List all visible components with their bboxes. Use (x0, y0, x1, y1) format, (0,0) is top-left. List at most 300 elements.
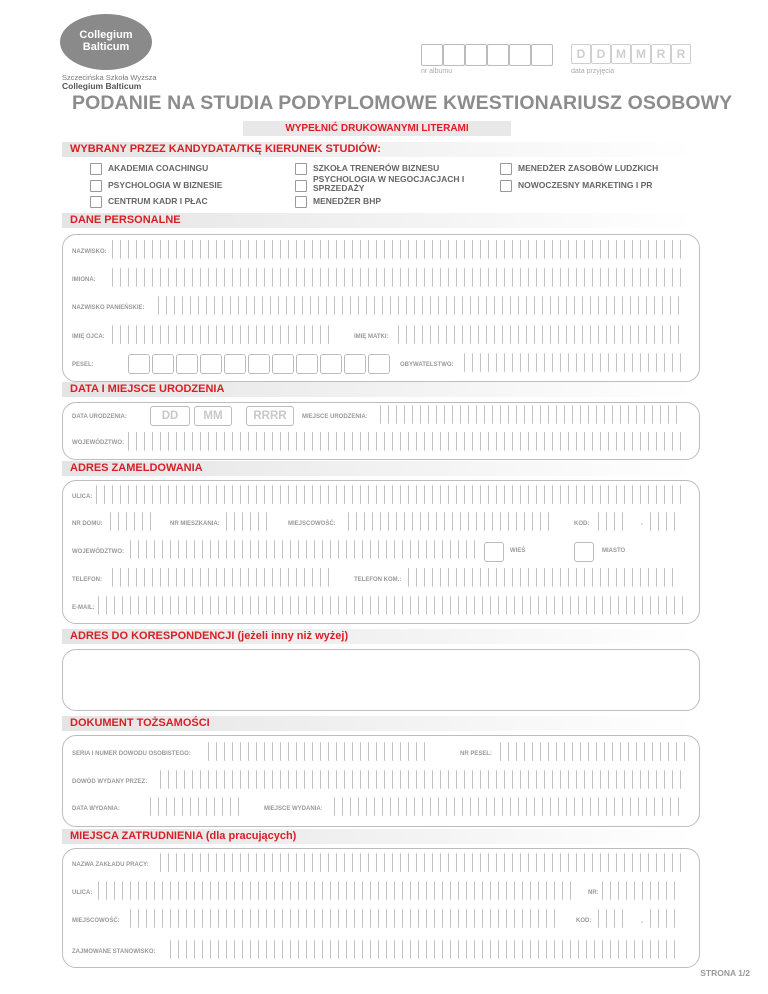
letter-cell[interactable] (366, 797, 375, 816)
letter-cell[interactable] (640, 268, 649, 287)
surname-cells[interactable] (112, 240, 688, 260)
letter-cell[interactable] (608, 770, 617, 789)
letter-cell[interactable] (508, 512, 517, 531)
letter-cell[interactable] (288, 268, 297, 287)
letter-cell[interactable] (574, 797, 583, 816)
letter-cell[interactable] (370, 909, 379, 928)
letter-cell[interactable] (202, 940, 211, 959)
letter-cell[interactable] (576, 240, 585, 259)
letter-cell[interactable] (530, 881, 539, 900)
letter-cell[interactable] (530, 909, 539, 928)
album-box[interactable] (443, 44, 465, 66)
letter-cell[interactable] (474, 940, 483, 959)
letter-cell[interactable] (476, 512, 485, 531)
letter-cell[interactable] (544, 853, 553, 872)
letter-cell[interactable] (354, 881, 363, 900)
letter-cell[interactable] (242, 881, 251, 900)
letter-cell[interactable] (128, 240, 137, 259)
checkbox-centrum-kadr[interactable] (90, 196, 102, 208)
letter-cell[interactable] (398, 325, 407, 344)
letter-cell[interactable] (258, 596, 267, 615)
letter-cell[interactable] (256, 485, 265, 504)
letter-cell[interactable] (408, 568, 417, 587)
letter-cell[interactable] (560, 353, 569, 372)
letter-cell[interactable] (384, 432, 393, 451)
letter-cell[interactable] (526, 296, 535, 315)
letter-cell[interactable] (498, 909, 507, 928)
letter-cell[interactable] (650, 512, 659, 531)
village-checkbox[interactable] (484, 542, 504, 562)
letter-cell[interactable] (208, 325, 217, 344)
letter-cell[interactable] (370, 596, 379, 615)
letter-cell[interactable] (242, 596, 251, 615)
letter-cell[interactable] (160, 325, 169, 344)
letter-cell[interactable] (608, 268, 617, 287)
letter-cell[interactable] (368, 853, 377, 872)
letter-cell[interactable] (508, 405, 517, 424)
letter-cell[interactable] (288, 853, 297, 872)
letter-cell[interactable] (304, 568, 313, 587)
letter-cell[interactable] (320, 240, 329, 259)
letter-cell[interactable] (178, 596, 187, 615)
album-box[interactable] (421, 44, 443, 66)
letter-cell[interactable] (176, 268, 185, 287)
letter-cell[interactable] (240, 268, 249, 287)
letter-cell[interactable] (352, 853, 361, 872)
letter-cell[interactable] (226, 540, 235, 559)
date-box[interactable]: R (651, 44, 671, 64)
letter-cell[interactable] (368, 770, 377, 789)
letter-cell[interactable] (624, 770, 633, 789)
letter-cell[interactable] (424, 568, 433, 587)
letter-cell[interactable] (430, 797, 439, 816)
letter-cell[interactable] (224, 485, 233, 504)
father-cells[interactable] (112, 325, 340, 345)
letter-cell[interactable] (672, 240, 681, 259)
letter-cell[interactable] (546, 909, 555, 928)
letter-cell[interactable] (112, 568, 121, 587)
letter-cell[interactable] (240, 568, 249, 587)
letter-cell[interactable] (604, 405, 613, 424)
letter-cell[interactable] (396, 405, 405, 424)
letter-cell[interactable] (526, 797, 535, 816)
letter-cell[interactable] (384, 268, 393, 287)
emp-position-cells[interactable] (170, 940, 688, 960)
letter-cell[interactable] (666, 940, 675, 959)
letter-cell[interactable] (562, 596, 571, 615)
letter-cell[interactable] (254, 296, 263, 315)
letter-cell[interactable] (288, 485, 297, 504)
letter-cell[interactable] (160, 240, 169, 259)
letter-cell[interactable] (592, 770, 601, 789)
letter-cell[interactable] (410, 940, 419, 959)
letter-cell[interactable] (432, 485, 441, 504)
letter-cell[interactable] (636, 405, 645, 424)
letter-cell[interactable] (290, 881, 299, 900)
letter-cell[interactable] (402, 881, 411, 900)
letter-cell[interactable] (386, 540, 395, 559)
correspondence-textarea[interactable] (62, 649, 700, 711)
reg-province-cells[interactable] (130, 540, 476, 560)
checkbox-nowoczesny-marketing[interactable] (500, 180, 512, 192)
id-place-cells[interactable] (334, 797, 688, 817)
letter-cell[interactable] (622, 325, 631, 344)
letter-cell[interactable] (466, 881, 475, 900)
letter-cell[interactable] (112, 325, 121, 344)
letter-cell[interactable] (336, 853, 345, 872)
letter-cell[interactable] (130, 881, 139, 900)
letter-cell[interactable] (384, 853, 393, 872)
letter-cell[interactable] (546, 881, 555, 900)
letter-cell[interactable] (368, 268, 377, 287)
letter-cell[interactable] (608, 353, 617, 372)
letter-cell[interactable] (416, 742, 425, 761)
letter-cell[interactable] (192, 325, 201, 344)
letter-cell[interactable] (500, 742, 509, 761)
letter-cell[interactable] (608, 485, 617, 504)
letter-cell[interactable] (462, 296, 471, 315)
letter-cell[interactable] (398, 797, 407, 816)
letter-cell[interactable] (674, 596, 683, 615)
pesel-box[interactable] (344, 354, 366, 374)
letter-cell[interactable] (656, 432, 665, 451)
letter-cell[interactable] (558, 296, 567, 315)
letter-cell[interactable] (432, 268, 441, 287)
checkbox-akademia-coachingu[interactable] (90, 163, 102, 175)
letter-cell[interactable] (320, 568, 329, 587)
letter-cell[interactable] (672, 432, 681, 451)
letter-cell[interactable] (336, 485, 345, 504)
letter-cell[interactable] (206, 296, 215, 315)
letter-cell[interactable] (272, 325, 281, 344)
letter-cell[interactable] (576, 268, 585, 287)
letter-cell[interactable] (462, 797, 471, 816)
letter-cell[interactable] (498, 881, 507, 900)
letter-cell[interactable] (576, 853, 585, 872)
letter-cell[interactable] (304, 853, 313, 872)
letter-cell[interactable] (512, 240, 521, 259)
letter-cell[interactable] (640, 353, 649, 372)
letter-cell[interactable] (98, 596, 107, 615)
letter-cell[interactable] (384, 770, 393, 789)
letter-cell[interactable] (128, 568, 137, 587)
letter-cell[interactable] (592, 853, 601, 872)
letter-cell[interactable] (666, 512, 675, 531)
letter-cell[interactable] (624, 485, 633, 504)
letter-cell[interactable] (274, 540, 283, 559)
letter-cell[interactable] (590, 325, 599, 344)
letter-cell[interactable] (440, 568, 449, 587)
letter-cell[interactable] (656, 353, 665, 372)
letter-cell[interactable] (320, 432, 329, 451)
letter-cell[interactable] (400, 853, 409, 872)
letter-cell[interactable] (142, 512, 151, 531)
letter-cell[interactable] (150, 797, 159, 816)
letter-cell[interactable] (178, 540, 187, 559)
letter-cell[interactable] (602, 940, 611, 959)
letter-cell[interactable] (256, 268, 265, 287)
letter-cell[interactable] (224, 742, 233, 761)
letter-cell[interactable] (334, 296, 343, 315)
letter-cell[interactable] (658, 596, 667, 615)
letter-cell[interactable] (240, 325, 249, 344)
letter-cell[interactable] (208, 742, 217, 761)
letter-cell[interactable] (560, 485, 569, 504)
letter-cell[interactable] (194, 881, 203, 900)
letter-cell[interactable] (560, 853, 569, 872)
letter-cell[interactable] (304, 240, 313, 259)
letter-cell[interactable] (238, 296, 247, 315)
letter-cell[interactable] (514, 881, 523, 900)
letter-cell[interactable] (544, 353, 553, 372)
letter-cell[interactable] (234, 940, 243, 959)
letter-cell[interactable] (628, 742, 637, 761)
letter-cell[interactable] (368, 742, 377, 761)
letter-cell[interactable] (632, 568, 641, 587)
letter-cell[interactable] (256, 240, 265, 259)
letter-cell[interactable] (418, 540, 427, 559)
letter-cell[interactable] (192, 853, 201, 872)
letter-cell[interactable] (224, 432, 233, 451)
letter-cell[interactable] (352, 240, 361, 259)
letter-cell[interactable] (656, 485, 665, 504)
letter-cell[interactable] (446, 296, 455, 315)
letter-cell[interactable] (466, 909, 475, 928)
letter-cell[interactable] (576, 353, 585, 372)
letter-cell[interactable] (540, 405, 549, 424)
letter-cell[interactable] (290, 596, 299, 615)
letter-cell[interactable] (464, 485, 473, 504)
letter-cell[interactable] (512, 432, 521, 451)
letter-cell[interactable] (490, 940, 499, 959)
letter-cell[interactable] (618, 881, 627, 900)
id-series-cells[interactable] (208, 742, 430, 762)
album-box[interactable] (487, 44, 509, 66)
letter-cell[interactable] (450, 881, 459, 900)
letter-cell[interactable] (512, 853, 521, 872)
letter-cell[interactable] (528, 853, 537, 872)
letter-cell[interactable] (402, 596, 411, 615)
letter-cell[interactable] (330, 940, 339, 959)
letter-cell[interactable] (666, 909, 675, 928)
letter-cell[interactable] (290, 540, 299, 559)
letter-cell[interactable] (596, 742, 605, 761)
letter-cell[interactable] (304, 770, 313, 789)
letter-cell[interactable] (320, 485, 329, 504)
id-date-cells[interactable] (150, 797, 250, 817)
letter-cell[interactable] (112, 268, 121, 287)
letter-cell[interactable] (384, 742, 393, 761)
letter-cell[interactable] (282, 940, 291, 959)
letter-cell[interactable] (146, 909, 155, 928)
letter-cell[interactable] (336, 268, 345, 287)
letter-cell[interactable] (210, 596, 219, 615)
letter-cell[interactable] (256, 742, 265, 761)
letter-cell[interactable] (338, 881, 347, 900)
letter-cell[interactable] (448, 240, 457, 259)
letter-cell[interactable] (208, 240, 217, 259)
letter-cell[interactable] (160, 568, 169, 587)
letter-cell[interactable] (250, 940, 259, 959)
letter-cell[interactable] (482, 596, 491, 615)
names-cells[interactable] (112, 268, 688, 288)
letter-cell[interactable] (186, 940, 195, 959)
letter-cell[interactable] (288, 568, 297, 587)
letter-cell[interactable] (368, 240, 377, 259)
letter-cell[interactable] (590, 296, 599, 315)
letter-cell[interactable] (400, 240, 409, 259)
letter-cell[interactable] (304, 268, 313, 287)
letter-cell[interactable] (624, 240, 633, 259)
letter-cell[interactable] (572, 405, 581, 424)
letter-cell[interactable] (176, 325, 185, 344)
letter-cell[interactable] (656, 240, 665, 259)
letter-cell[interactable] (442, 940, 451, 959)
letter-cell[interactable] (336, 742, 345, 761)
letter-cell[interactable] (558, 797, 567, 816)
letter-cell[interactable] (608, 432, 617, 451)
letter-cell[interactable] (176, 853, 185, 872)
letter-cell[interactable] (530, 596, 539, 615)
letter-cell[interactable] (496, 432, 505, 451)
letter-cell[interactable] (130, 596, 139, 615)
letter-cell[interactable] (354, 909, 363, 928)
letter-cell[interactable] (412, 512, 421, 531)
letter-cell[interactable] (224, 853, 233, 872)
pesel-box[interactable] (296, 354, 318, 374)
letter-cell[interactable] (182, 797, 191, 816)
letter-cell[interactable] (208, 770, 217, 789)
letter-cell[interactable] (272, 432, 281, 451)
letter-cell[interactable] (364, 512, 373, 531)
letter-cell[interactable] (322, 881, 331, 900)
letter-cell[interactable] (272, 240, 281, 259)
letter-cell[interactable] (466, 596, 475, 615)
checkbox-psychologia-w-biznesie[interactable] (90, 180, 102, 192)
letter-cell[interactable] (672, 770, 681, 789)
letter-cell[interactable] (488, 568, 497, 587)
letter-cell[interactable] (564, 742, 573, 761)
letter-cell[interactable] (114, 881, 123, 900)
checkbox-menedzer-zasobow[interactable] (500, 163, 512, 175)
letter-cell[interactable] (304, 432, 313, 451)
letter-cell[interactable] (226, 909, 235, 928)
letter-cell[interactable] (198, 797, 207, 816)
letter-cell[interactable] (652, 405, 661, 424)
letter-cell[interactable] (272, 568, 281, 587)
letter-cell[interactable] (644, 742, 653, 761)
letter-cell[interactable] (338, 540, 347, 559)
letter-cell[interactable] (190, 296, 199, 315)
letter-cell[interactable] (130, 909, 139, 928)
letter-cell[interactable] (178, 909, 187, 928)
letter-cell[interactable] (618, 940, 627, 959)
letter-cell[interactable] (556, 405, 565, 424)
letter-cell[interactable] (160, 770, 169, 789)
letter-cell[interactable] (218, 940, 227, 959)
letter-cell[interactable] (592, 268, 601, 287)
maiden-cells[interactable] (158, 296, 688, 316)
letter-cell[interactable] (258, 540, 267, 559)
letter-cell[interactable] (432, 853, 441, 872)
letter-cell[interactable] (590, 797, 599, 816)
letter-cell[interactable] (170, 940, 179, 959)
letter-cell[interactable] (472, 568, 481, 587)
letter-cell[interactable] (314, 940, 323, 959)
letter-cell[interactable] (638, 797, 647, 816)
checkbox-szkola-trenerow[interactable] (295, 163, 307, 175)
letter-cell[interactable] (162, 540, 171, 559)
letter-cell[interactable] (416, 485, 425, 504)
letter-cell[interactable] (338, 909, 347, 928)
letter-cell[interactable] (396, 512, 405, 531)
letter-cell[interactable] (446, 325, 455, 344)
letter-cell[interactable] (656, 770, 665, 789)
letter-cell[interactable] (640, 770, 649, 789)
letter-cell[interactable] (144, 240, 153, 259)
letter-cell[interactable] (606, 296, 615, 315)
letter-cell[interactable] (304, 325, 313, 344)
emp-code-cells[interactable] (598, 909, 635, 929)
letter-cell[interactable] (350, 797, 359, 816)
letter-cell[interactable] (576, 485, 585, 504)
letter-cell[interactable] (400, 770, 409, 789)
letter-cell[interactable] (512, 485, 521, 504)
pesel-box[interactable] (368, 354, 390, 374)
letter-cell[interactable] (434, 540, 443, 559)
letter-cell[interactable] (98, 881, 107, 900)
letter-cell[interactable] (448, 770, 457, 789)
letter-cell[interactable] (496, 353, 505, 372)
letter-cell[interactable] (272, 485, 281, 504)
letter-cell[interactable] (608, 240, 617, 259)
letter-cell[interactable] (498, 596, 507, 615)
letter-cell[interactable] (412, 405, 421, 424)
letter-cell[interactable] (466, 540, 475, 559)
letter-cell[interactable] (258, 512, 267, 531)
letter-cell[interactable] (496, 770, 505, 789)
letter-cell[interactable] (672, 353, 681, 372)
letter-cell[interactable] (480, 268, 489, 287)
letter-cell[interactable] (336, 770, 345, 789)
letter-cell[interactable] (208, 432, 217, 451)
letter-cell[interactable] (522, 940, 531, 959)
letter-cell[interactable] (450, 909, 459, 928)
letter-cell[interactable] (270, 296, 279, 315)
letter-cell[interactable] (592, 353, 601, 372)
letter-cell[interactable] (528, 432, 537, 451)
letter-cell[interactable] (504, 568, 513, 587)
letter-cell[interactable] (368, 432, 377, 451)
letter-cell[interactable] (448, 432, 457, 451)
letter-cell[interactable] (256, 568, 265, 587)
letter-cell[interactable] (382, 797, 391, 816)
letter-cell[interactable] (158, 296, 167, 315)
letter-cell[interactable] (226, 881, 235, 900)
letter-cell[interactable] (320, 268, 329, 287)
letter-cell[interactable] (654, 797, 663, 816)
letter-cell[interactable] (272, 853, 281, 872)
letter-cell[interactable] (480, 853, 489, 872)
letter-cell[interactable] (538, 940, 547, 959)
letter-cell[interactable] (574, 296, 583, 315)
letter-cell[interactable] (346, 940, 355, 959)
emp-street-cells[interactable] (98, 881, 576, 901)
letter-cell[interactable] (380, 512, 389, 531)
letter-cell[interactable] (370, 881, 379, 900)
letter-cell[interactable] (418, 881, 427, 900)
letter-cell[interactable] (492, 512, 501, 531)
